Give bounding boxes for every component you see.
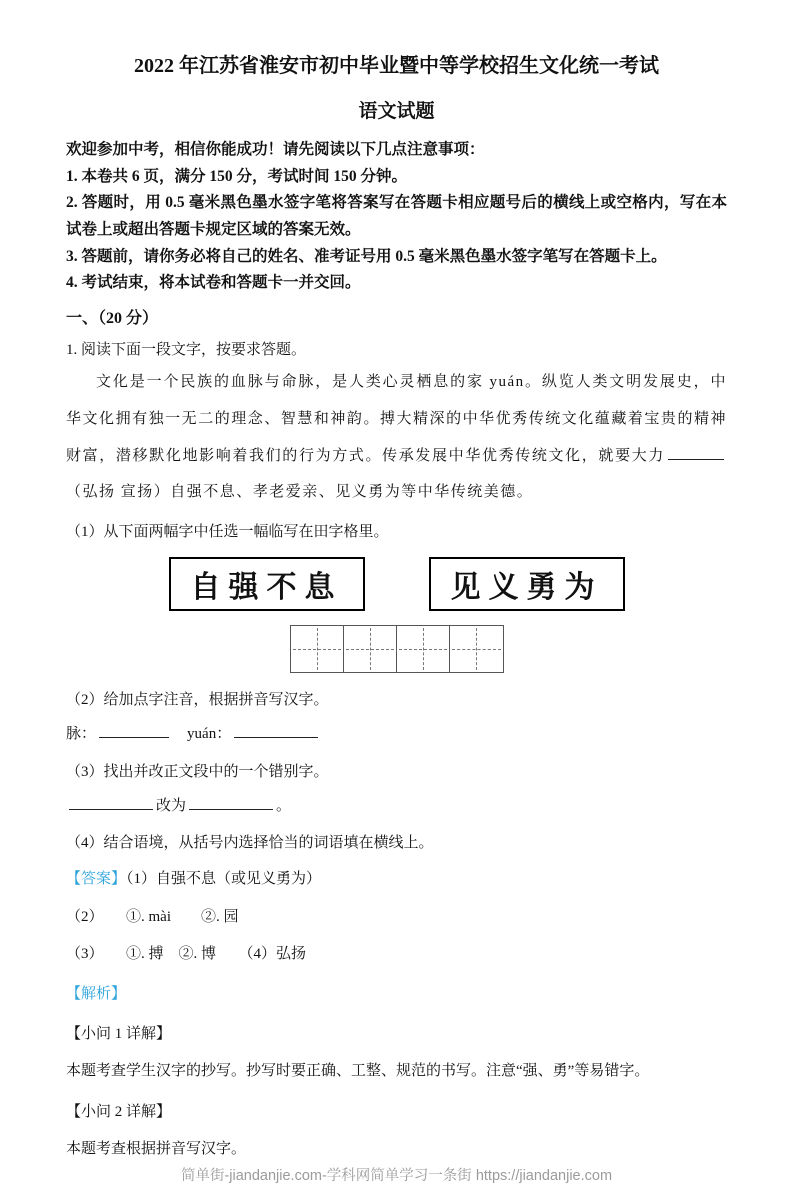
answer-line-3: （3） ①. 搏 ②. 博 （4）弘扬 xyxy=(66,946,307,963)
answer-line-2: （2） ①. mài ②. 园 xyxy=(66,908,239,925)
answer-label: 【答案】 xyxy=(66,871,127,888)
grid-dashed-hline xyxy=(399,649,447,650)
sub-question-2: （2）给加点字注音，根据拼音写汉字。 xyxy=(66,692,329,709)
section-heading: 一、（20 分） xyxy=(66,309,159,327)
notice-intro: 欢迎参加中考，相信你能成功！请先阅读以下几点注意事项： xyxy=(66,141,485,158)
tian-cell xyxy=(344,626,397,672)
analysis-sub2-label: 【小问 2 详解】 xyxy=(66,1104,172,1121)
correction-blank-1 xyxy=(69,795,153,810)
grid-dashed-hline xyxy=(452,649,501,650)
analysis-sub1-label: 【小问 1 详解】 xyxy=(66,1026,172,1043)
answer-text-1: （1）自强不息（或见义勇为） xyxy=(126,871,322,888)
tian-cell xyxy=(291,626,344,672)
pinyin-label-1: 脉： xyxy=(66,726,97,743)
calligraphy-options xyxy=(66,557,727,611)
correction-end-text: 。 xyxy=(276,797,292,814)
pinyin-blank-1 xyxy=(99,723,169,738)
pinyin-label-2: yuán： xyxy=(187,726,232,743)
grid-dashed-hline xyxy=(293,649,341,650)
pinyin-blank-2 xyxy=(234,723,318,738)
exam-subtitle: 语文试题 xyxy=(358,101,435,122)
tian-cell xyxy=(397,626,450,672)
sub-question-3-blanks xyxy=(66,791,727,823)
notice-item-3: 3. 答题前，请你务必将自己的姓名、准考证号用 0.5 毫米黑色墨水签字笔写在答题卡上。 xyxy=(66,247,667,265)
correction-mid-text: 改为 xyxy=(156,797,187,814)
correction-blank-2 xyxy=(189,795,273,810)
reading-passage xyxy=(66,364,727,511)
passage-text-before: 文化是一个民族的血脉与命脉，是人类心灵栖息的家 yuán。纵览人类文明发展史，中华文化拥有独一无二的理念、智慧和神韵。搏大精深的中华优秀传统文化蕴藏着宝贵的精神财富，潜移默化地影响着我们的行为方式。传承发展中华优秀传统文化，就要大力 xyxy=(66,374,727,464)
sub-question-1: （1）从下面两幅字中任选一幅临写在田字格里。 xyxy=(66,524,389,541)
passage-inline-blank xyxy=(668,445,724,460)
calligraphy-text-2: 见义勇为 xyxy=(450,571,603,605)
analysis-sub1-text: 本题考查学生汉字的抄写。抄写时要正确、工整、规范的书写。注意“强、勇”等易错字。 xyxy=(66,1063,650,1080)
sub-question-3: （3）找出并改正文段中的一个错别字。 xyxy=(66,763,329,780)
passage-text-after: （弘扬 宣扬）自强不息、孝老爱亲、见义勇为等中华传统美德。 xyxy=(66,484,534,501)
notice-item-4: 4. 考试结束，将本试卷和答题卡一并交回。 xyxy=(66,274,361,292)
calligraphy-option-1 xyxy=(169,557,365,611)
grid-dashed-hline xyxy=(346,649,394,650)
site-footer: 简单街-jiandanjie.com-学科网简单学习一条街 https://jiandanjie.com xyxy=(180,1168,613,1185)
answer-line-1 xyxy=(66,864,727,896)
tian-character-grid xyxy=(290,625,504,673)
calligraphy-text-1: 自强不息 xyxy=(190,571,343,605)
question-1-intro: 1. 阅读下面一段文字，按要求答题。 xyxy=(66,341,307,358)
sub-question-4: （4）结合语境，从括号内选择恰当的词语填在横线上。 xyxy=(66,835,434,852)
sub-question-2-blanks xyxy=(66,719,727,751)
analysis-sub2-text: 本题考查根据拼音写汉字。 xyxy=(66,1141,247,1158)
analysis-label: 【解析】 xyxy=(66,985,127,1002)
calligraphy-option-2 xyxy=(429,557,625,611)
notice-item-2: 2. 答题时，用 0.5 毫米黑色墨水签字笔将答案写在答题卡相应题号后的横线上或空格内，写在本试卷上或超出答题卡规定区域的答案无效。 xyxy=(66,194,727,238)
tian-cell xyxy=(450,626,503,672)
notice-item-1: 1. 本卷共 6 页，满分 150 分，考试时间 150 分钟。 xyxy=(66,167,408,185)
exam-title: 2022 年江苏省淮安市初中毕业暨中等学校招生文化统一考试 xyxy=(134,55,659,77)
